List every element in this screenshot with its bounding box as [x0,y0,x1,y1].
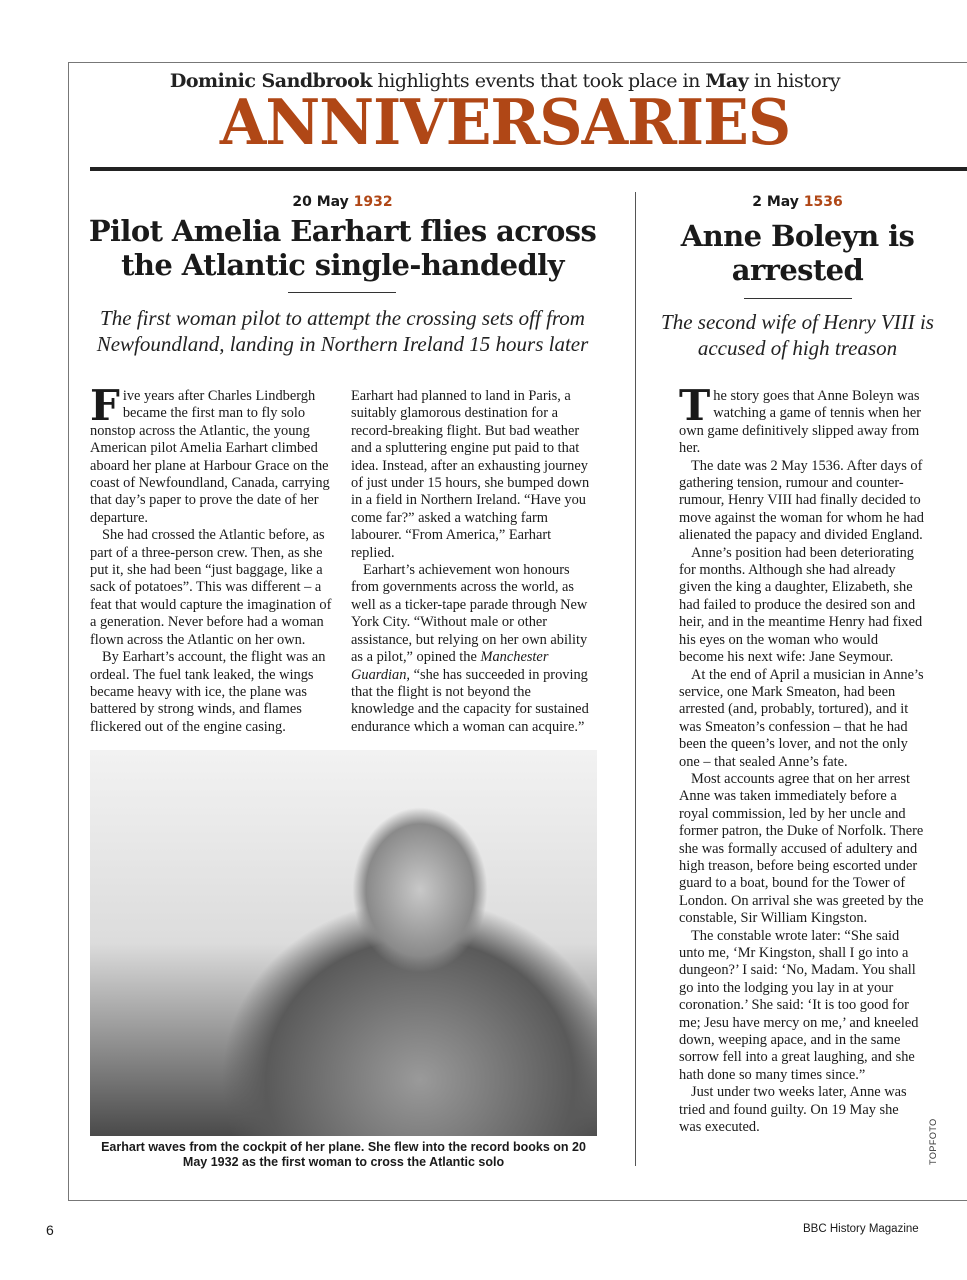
article-body-col-2 [351,388,597,736]
paragraph: The constable wrote later: “She said unto me, ‘Mr Kingston, shall I go into a dungeon?’ I said: ‘No, Madam. You shall go into the lodging you lay in at your coronation.’ She said: ‘It is too good for me; Jesu have mercy on me,’ and kneeled down, weeping apace, and in the same sorrow fell into a great laughing, and she hath done so many times since.” [679,927,919,1083]
article-date [90,194,595,210]
drop-cap: T [679,381,711,430]
paragraph: Earhart had planned to land in Paris, a suitably glamorous destination for a record-breaking flight. But bad weather and a spluttering engine put paid to that idea. Instead, after an exhausting journey of just under 15 hours, she bumped down in a field in Northern Ireland. “Have you come far?” asked a watching farm labourer. “From America,” Earhart replied. [351,388,590,561]
paragraph-text: ive years after Charles Lindbergh became the first man to fly solo nonstop across the Atlantic, the young American pilot Amelia Earhart climbed aboard her plane at Harbour Grace on the coast of Newfoundland, Canada, carrying that day’s paper to prove the date of her departure. [90,388,330,526]
page-frame-top [68,62,967,63]
headline-rule [744,298,852,299]
paragraph [90,381,336,527]
column-divider [635,192,636,1166]
paragraph-text: he story goes that Anne Boleyn was watching a game of tennis when her own game definitively slipped away from her. [679,388,922,457]
date-year: 1536 [803,194,843,210]
author-name: Dominic Sandbrook [169,70,372,92]
photo-caption: Earhart waves from the cockpit of her plane. She flew into the record books on 20 May 1932 as the first woman to cross the Atlantic solo [101,1140,586,1169]
paragraph: Anne’s position had been deteriorating for months. Although she had already given the king a daughter, Elizabeth, she had failed to produce the desired son and heir, and in the meantime Henry had fixed his eyes on the woman who would become his next wife: Jane Seymour. [679,544,923,666]
kicker-text: highlights events that took place in [377,70,700,92]
paragraph: By Earhart’s account, the flight was an ordeal. The fuel tank leaked, the wings became heavy with ice, the plane was battered by strong winds, and flames flickered out of the engine casing. [90,649,326,735]
paragraph: At the end of April a musician in Anne’s service, one Mark Smeaton, had been arrested (and, probably, tortured), and it was Smeaton’s confession – that he had been the queen’s lover, and not the only one – that sealed Anne’s fate. [679,666,924,770]
page-number: 6 [46,1222,54,1238]
paragraph: The date was 2 May 1536. After days of gathering tension, rumour and counter-rumour, Henry VIII had finally decided to move against the woman for whom he had alienated the papacy and divided England. [679,457,924,544]
publication-name: Manchester Guardian, [351,649,549,683]
header-rule [90,167,967,171]
article-headline: Pilot Amelia Earhart flies across the Atlantic single-handedly [88,214,597,282]
article-standfirst: The first woman pilot to attempt the crossing sets off from Newfoundland, landing in Northern Ireland 15 hours later [96,306,589,356]
paragraph [351,562,597,736]
date-day: 20 May [292,194,349,210]
section-title: ANNIVERSARIES [219,86,791,160]
article-headline: Anne Boleyn is arrested [680,219,915,287]
date-day: 2 May [752,194,799,210]
page-frame-bottom [68,1200,967,1201]
paragraph: Most accounts agree that on her arrest Anne was taken immediately before a royal commission, led by her uncle and former patron, the Duke of Norfolk. There she was formally accused of adultery and high treason, before being escorted under guard to a boat, bound for the Tower of London. On arrival she was greeted by the constable, Sir William Kingston. [679,770,924,927]
drop-cap: F [90,381,120,430]
paragraph-text: “she has succeeded in proving that the flight is not beyond the knowledge and the capacity for sustained endurance which a woman can acquire.” [351,666,589,735]
date-year: 1932 [353,194,393,210]
paragraph: She had crossed the Atlantic before, as part of a three-person crew. Then, as she put it, she had been “just baggage, like a sack of potatoes”. This was different – a feat that would capture the imagination of a generation. Never before had a woman flown across the Atlantic on her own. [90,527,332,648]
paragraph-text: Earhart’s achievement won honours from governments across the world, as well as a ticker-tape parade through New York City. “Without male or other assistance, but relying on her own ability as a pilot,” opined the [351,562,588,666]
kicker-month: May [705,70,749,92]
headline-rule [288,292,396,293]
paragraph [679,381,924,458]
magazine-name: BBC History Magazine [803,1223,919,1235]
article-body [679,381,924,1136]
paragraph: Just under two weeks later, Anne was tried and found guilty. On 19 May she was executed. [679,1084,907,1136]
kicker-end: in history [753,70,841,92]
article-body-col-1 [90,381,336,736]
earhart-photo [90,750,597,1136]
article-date [650,194,945,210]
photo-credit: TOPFOTO [928,1118,938,1165]
article-standfirst: The second wife of Henry VIII is accused of high treason [661,310,934,360]
page-frame-left [68,62,69,1200]
